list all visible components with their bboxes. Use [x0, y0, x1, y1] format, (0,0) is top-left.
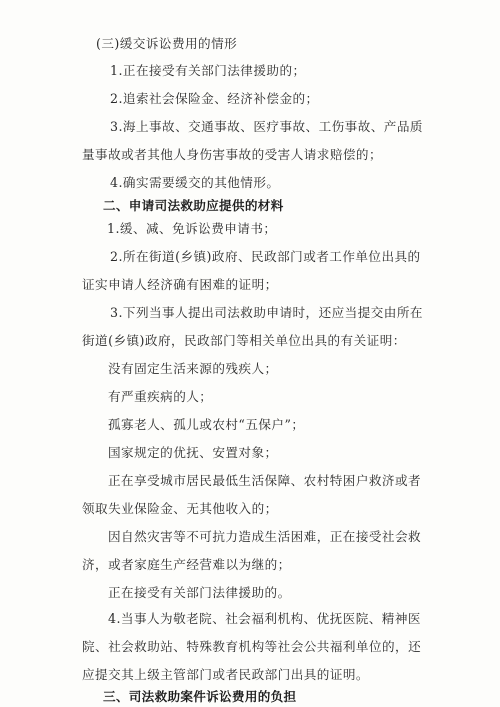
- document-page: (三)缓交诉讼费用的情形 1.正在接受有关部门法律援助的； 2.追索社会保险金、经济补偿金的； 3.海上事故、交通事故、医疗事故、工伤事故、产品质 量事故或者其他人身伤害事故的受害人请求赔偿的； 4.确实需要缓交的其他情形。 二、申请司法救助应提供的材料 1.缓、减、免诉讼费申请书； 2.所在街道(乡镇)政府、民政部门或者工作单位出具的 证实申请人经济确有困难的证明； 3.下列当事人提出司法救助申请时，还应当提交由所在 街道(乡镇)政府，民政部门等相关单位出具的有关证明： 没有固定生活来源的残疾人； 有严重疾病的人； 孤寡老人、孤儿或农村“五保户”； 国家规定的优抚、安置对象； 正在享受城市居民最低生活保障、农村特困户救济或者 领取失业保险金、无其他收入的； 因自然灾害等不可抗力造成生活困难，正在接受社会救 济，或者家庭生产经营难以为继的； 正在接受有关部门法律援助的。 4.当事人为敬老院、社会福利机构、优抚医院、精神医 院、社会救助站、特殊教育机构等社会公共福利单位的，还 应提交其上级主管部门或者民政部门出具的证明。 三、司法救助案件诉讼费用的负担: [0, 0, 500, 707]
